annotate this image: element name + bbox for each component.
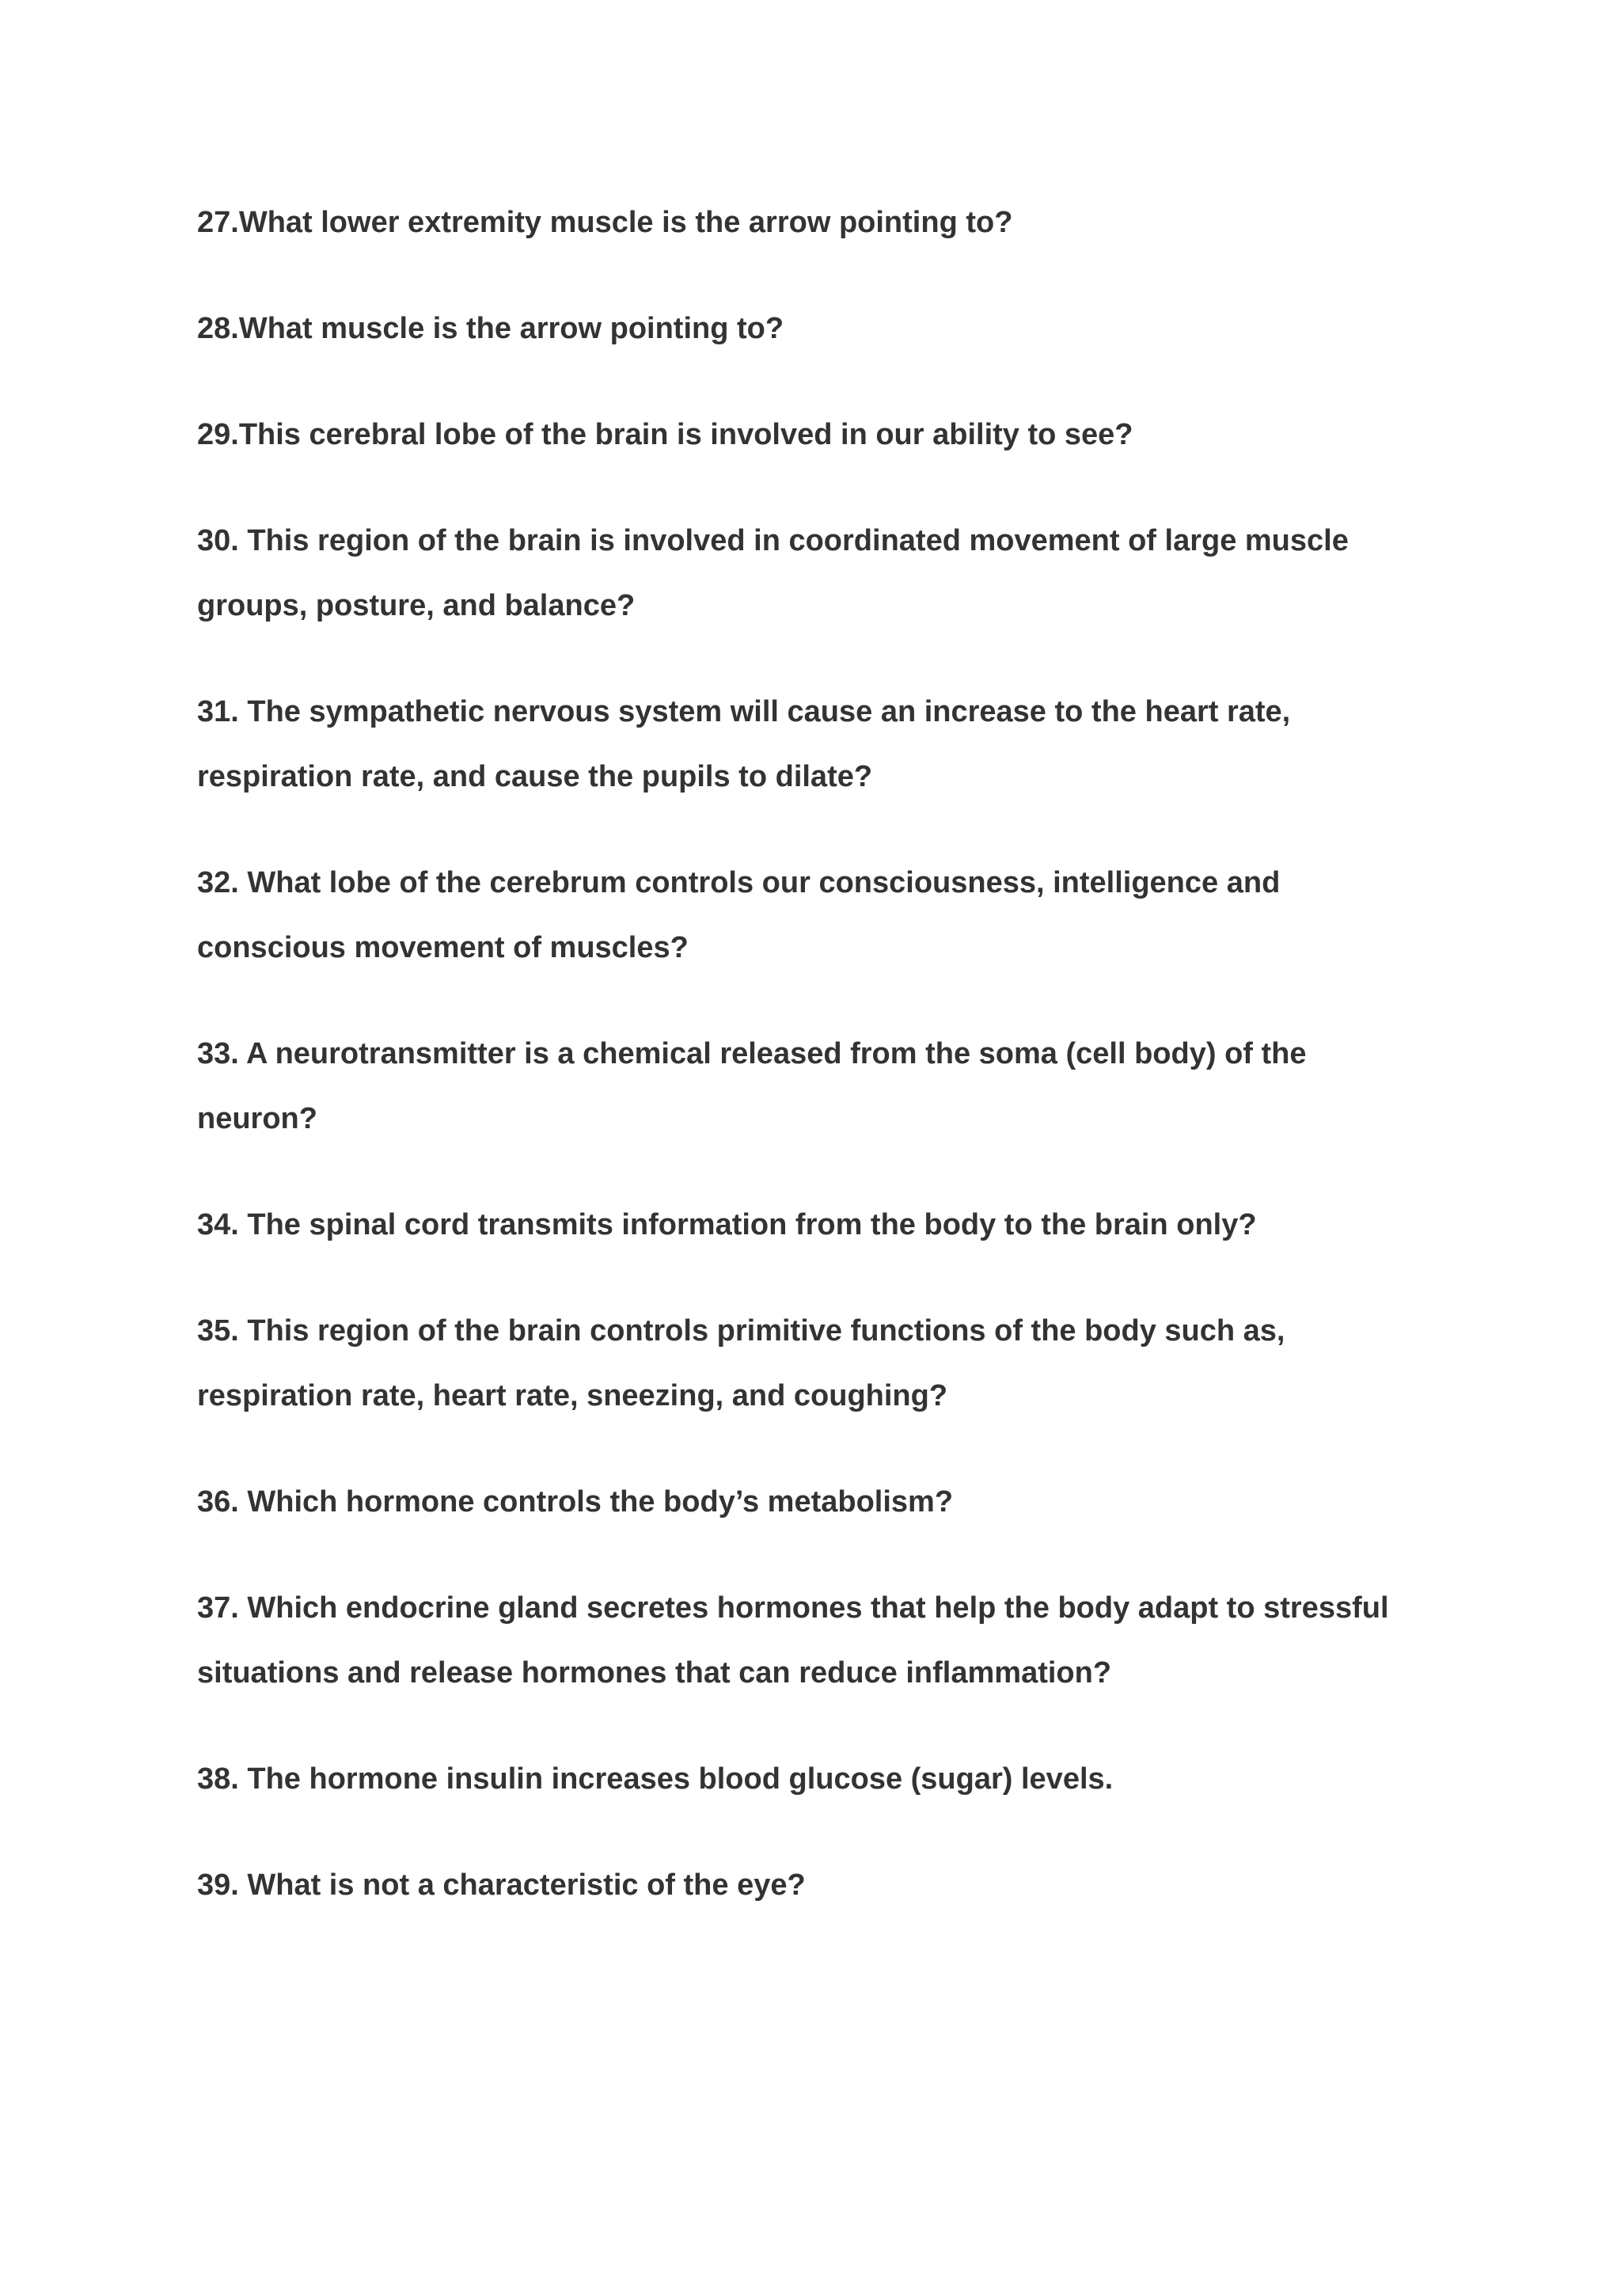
question-37 — [197, 1576, 1432, 1705]
question-33-line-1: 33. A neurotransmitter is a chemical released from the soma (cell body) of the — [197, 1037, 1307, 1070]
question-31 — [197, 679, 1432, 809]
question-32-line-1: 32. What lobe of the cerebrum controls our consciousness, intelligence and — [197, 866, 1281, 899]
question-39 — [197, 1853, 1432, 1918]
question-list — [197, 190, 1432, 1959]
question-34 — [197, 1192, 1432, 1257]
question-31-line-1: 31. The sympathetic nervous system will cause an increase to the heart rate, — [197, 695, 1291, 728]
question-33-line-2: neuron? — [197, 1102, 317, 1135]
question-34-line-1: 34. The spinal cord transmits information from the body to the brain only? — [197, 1208, 1257, 1241]
question-37-line-1: 37. Which endocrine gland secretes hormones that help the body adapt to stressful — [197, 1591, 1389, 1625]
question-29 — [197, 402, 1432, 467]
question-31-line-2: respiration rate, and cause the pupils to dilate? — [197, 760, 873, 793]
question-39-line-1: 39. What is not a characteristic of the eye? — [197, 1868, 806, 1902]
question-32-line-2: conscious movement of muscles? — [197, 931, 689, 964]
question-30-line-1: 30. This region of the brain is involved in coordinated movement of large muscle — [197, 524, 1349, 557]
question-35-line-1: 35. This region of the brain controls primitive functions of the body such as, — [197, 1314, 1285, 1348]
question-29-line-1: 29.This cerebral lobe of the brain is involved in our ability to see? — [197, 418, 1133, 451]
question-33 — [197, 1021, 1432, 1151]
question-36 — [197, 1469, 1432, 1534]
question-30 — [197, 508, 1432, 638]
question-27 — [197, 190, 1432, 255]
question-27-line-1: 27.What lower extremity muscle is the arrow pointing to? — [197, 206, 1013, 239]
question-30-line-2: groups, posture, and balance? — [197, 589, 636, 622]
question-37-line-2: situations and release hormones that can reduce inflammation? — [197, 1656, 1112, 1690]
question-35 — [197, 1298, 1432, 1428]
question-28-line-1: 28.What muscle is the arrow pointing to? — [197, 312, 784, 345]
question-38 — [197, 1747, 1432, 1811]
question-28 — [197, 296, 1432, 361]
question-38-line-1: 38. The hormone insulin increases blood glucose (sugar) levels. — [197, 1762, 1114, 1796]
question-32 — [197, 850, 1432, 980]
question-35-line-2: respiration rate, heart rate, sneezing, and coughing? — [197, 1379, 948, 1412]
question-36-line-1: 36. Which hormone controls the body’s metabolism? — [197, 1485, 954, 1519]
